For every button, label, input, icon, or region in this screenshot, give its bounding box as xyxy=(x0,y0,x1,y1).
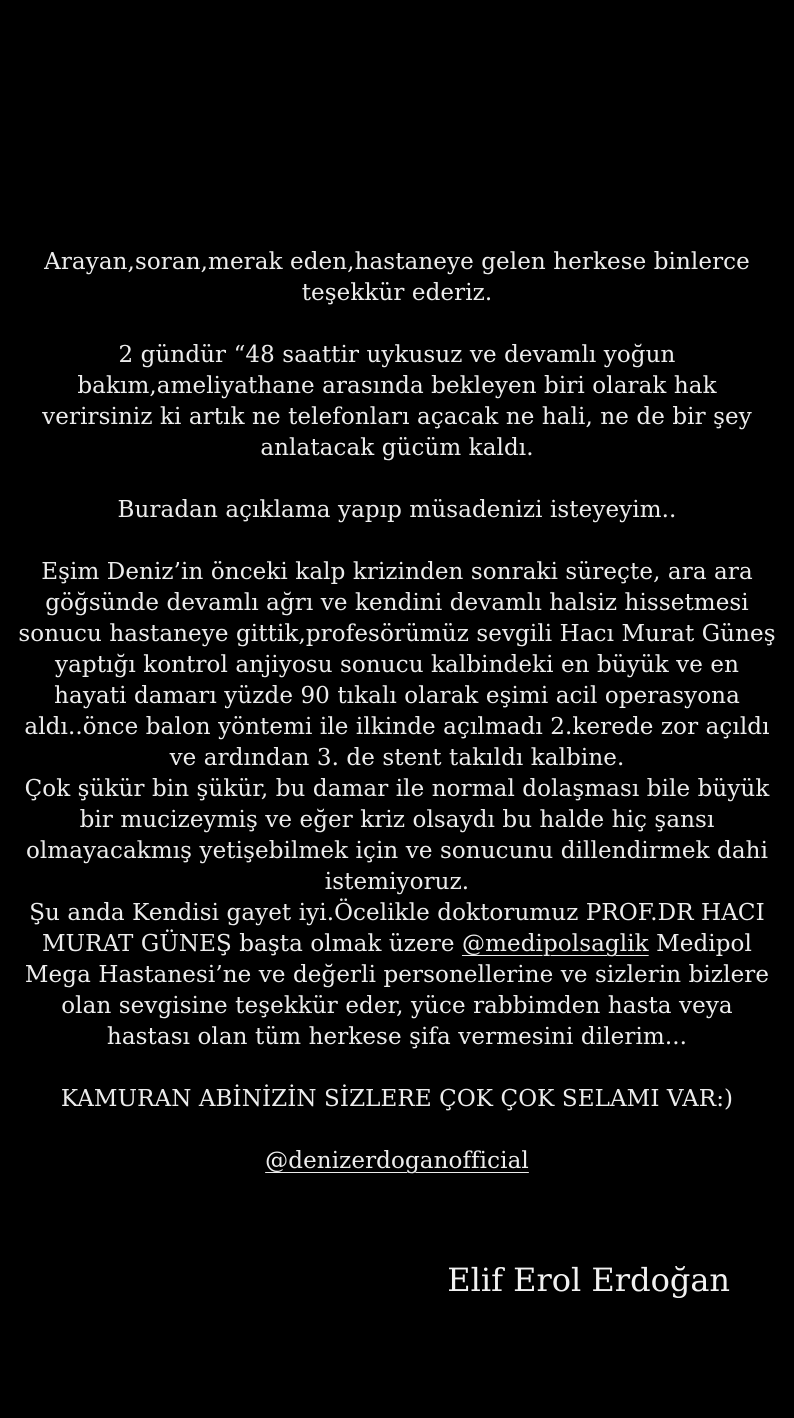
text-line: bakım,ameliyathane arasında bekleyen biri olarak hak xyxy=(77,373,717,399)
text-line: sonucu hastaneye gittik,profesörümüz sevgili Hacı Murat Güneş xyxy=(18,621,776,647)
text-line: Arayan,soran,merak eden,hastaneye gelen herkese binlerce xyxy=(44,249,750,275)
text-line: göğsünde devamlı ağrı ve kendini devamlı halsiz hissetmesi xyxy=(45,590,749,616)
text-line: anlatacak gücüm kaldı. xyxy=(260,435,534,461)
text-line xyxy=(0,1146,794,1177)
text-line: istemiyoruz. xyxy=(324,869,470,895)
text-line: hastası olan tüm herkese şifa vermesini dilerim... xyxy=(106,1024,688,1050)
text-line: hayati damarı yüzde 90 tıkalı olarak eşimi acil operasyona xyxy=(54,683,740,709)
text-line: verirsiniz ki artık ne telefonları açacak ne hali, ne de bir şey xyxy=(42,404,752,430)
text-line: 2 gündür “48 saattir uykusuz ve devamlı yoğun xyxy=(118,342,676,368)
text-line: Eşim Deniz’in önceki kalp krizinden sonraki süreçte, ara ara xyxy=(41,559,753,585)
text-line: bir mucizeymiş ve eğer kriz olsaydı bu halde hiç şansı xyxy=(79,807,715,833)
story-text xyxy=(0,247,794,1177)
paragraph-gap xyxy=(0,526,794,557)
text-line: olan sevgisine teşekkür eder, yüce rabbimden hasta veya xyxy=(61,993,733,1019)
paragraph-gap xyxy=(0,309,794,340)
paragraph-gap xyxy=(0,464,794,495)
paragraph-gap xyxy=(0,1115,794,1146)
text-line: ve ardından 3. de stent takıldı kalbine. xyxy=(169,745,625,771)
text-line: yaptığı kontrol anjiyosu sonucu kalbindeki en büyük ve en xyxy=(54,652,740,678)
text-line: teşekkür ederiz. xyxy=(301,280,493,306)
text-line: Mega Hastanesi’ne ve değerli personellerine ve sizlerin bizlere xyxy=(24,962,770,988)
signature: Elif Erol Erdoğan xyxy=(447,1261,730,1299)
mention-link-denizerdoganofficial[interactable]: @denizerdoganofficial xyxy=(265,1148,529,1174)
text-line: olmayacakmış yetişebilmek için ve sonucunu dillendirmek dahi xyxy=(25,838,769,864)
text-line: MURAT GÜNEŞ başta olmak üzere @medipolsaglik Medipol xyxy=(42,931,752,957)
text-line: Şu anda Kendisi gayet iyi.Öcelikle doktorumuz PROF.DR HACI xyxy=(29,900,765,926)
paragraph-gap xyxy=(0,1053,794,1084)
text-line: aldı..önce balon yöntemi ile ilkinde açılmadı 2.kerede zor açıldı xyxy=(24,714,770,740)
mention-link-medipolsaglik[interactable]: @medipolsaglik xyxy=(461,931,649,957)
text-line: Buradan açıklama yapıp müsadenizi isteyeyim.. xyxy=(117,497,677,523)
text-line: KAMURAN ABİNİZİN SİZLERE ÇOK ÇOK SELAMI VAR:) xyxy=(60,1086,734,1112)
text-line: Çok şükür bin şükür, bu damar ile normal dolaşması bile büyük xyxy=(24,776,770,802)
